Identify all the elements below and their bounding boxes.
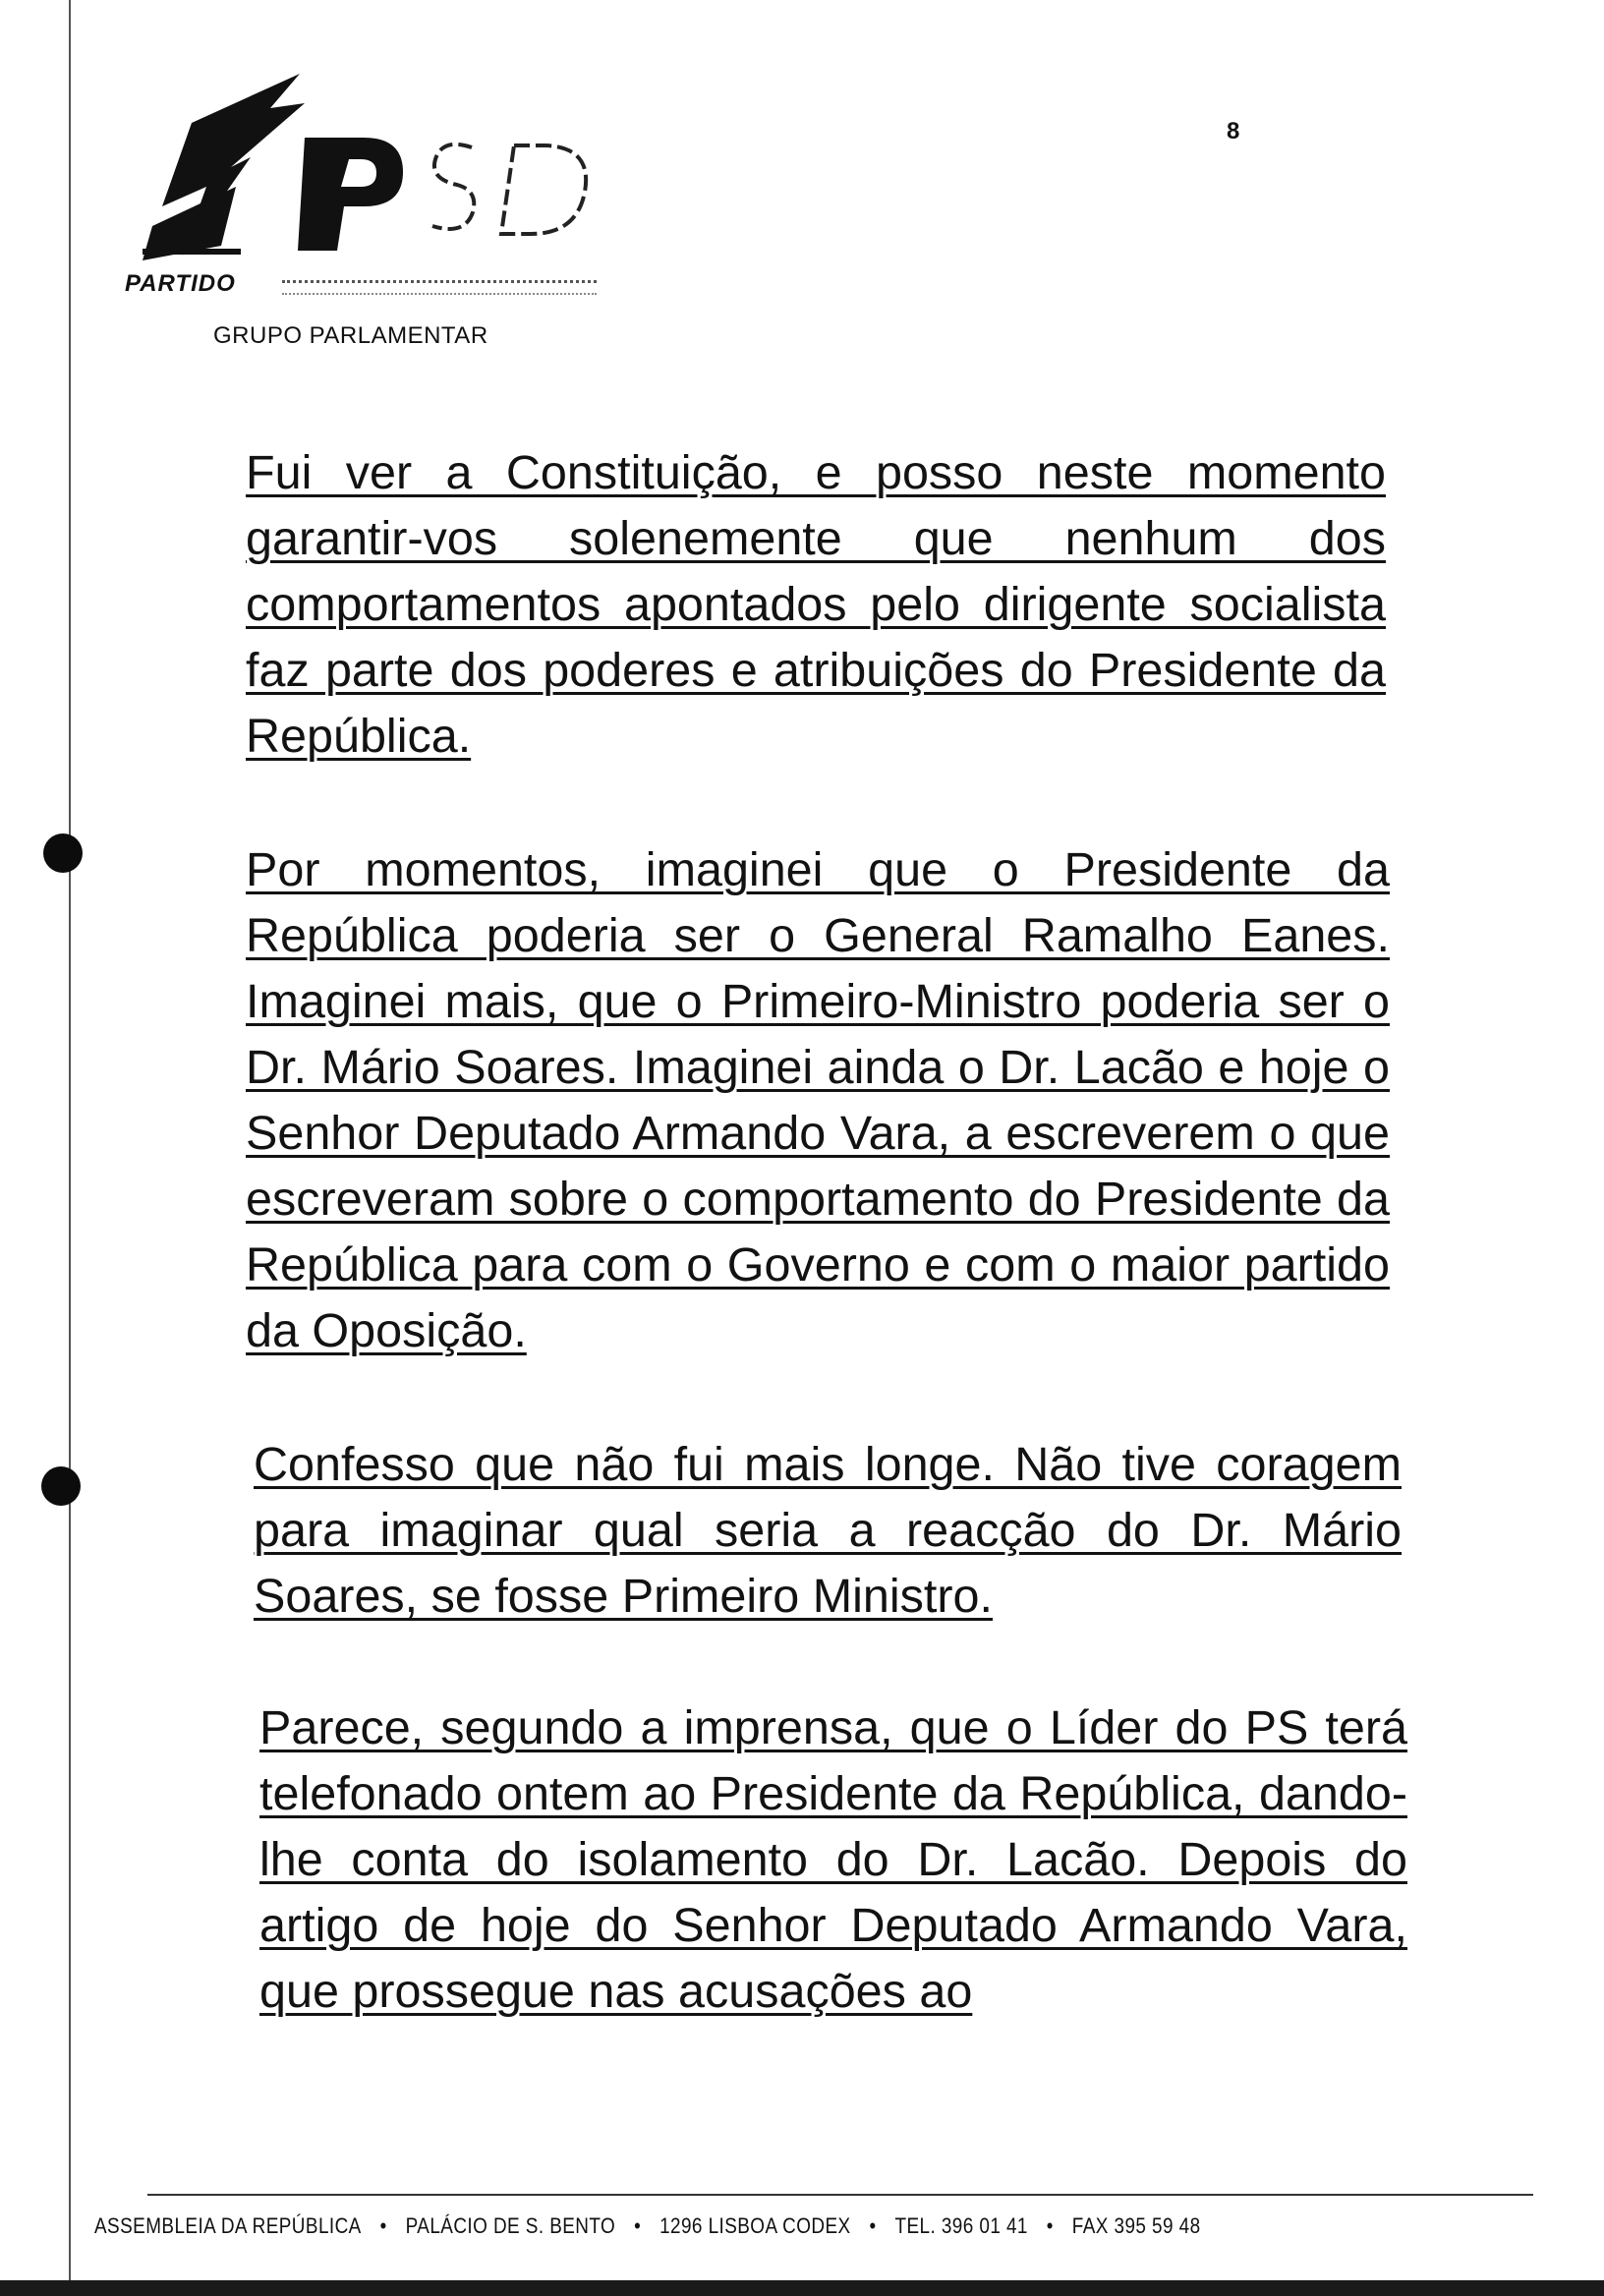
scan-margin-line [69, 0, 71, 2296]
paragraph-2: Por momentos, imaginei que o Presidente da República poderia ser o General Ramalho Eanes. Imaginei mais, que o Primeiro-Ministro poderia ser o Dr. Mário Soares. Imaginei ainda o Dr. Lacão e hoje o Senhor Deputado Armando Vara, a escreverem o que escreveram sobre o comportamento do Presidente da República para com o Governo e com o maior partido da Oposição. [246, 843, 1390, 1357]
footer-item-phone: TEL. 396 01 41 [894, 2213, 1028, 2238]
group-label: GRUPO PARLAMENTAR [213, 322, 488, 349]
punch-hole-mark [43, 833, 83, 873]
scan-bottom-edge [0, 2280, 1604, 2296]
footer-item-palace: PALÁCIO DE S. BENTO [405, 2213, 616, 2238]
page-number: 8 [1227, 118, 1240, 144]
psd-logo-graphic [123, 69, 634, 275]
footer-separator: • [1046, 2213, 1054, 2238]
footer-divider [147, 2194, 1533, 2196]
footer-item-fax: FAX 395 59 48 [1071, 2213, 1201, 2238]
footer-separator: • [379, 2213, 387, 2238]
footer-separator: • [634, 2213, 642, 2238]
paragraph-1: Fui ver a Constituição, e posso neste momento garantir-vos solenemente que nenhum dos comportamentos apontados pelo dirigente socialista faz parte dos poderes e atribuições do Presidente da República. [246, 446, 1386, 763]
psd-logo [123, 69, 634, 295]
footer-address [94, 2213, 1346, 2239]
paragraph-4: Parece, segundo a imprensa, que o Líder do PS terá telefonado ontem ao Presidente da República, dando-lhe conta do isolamento do Dr. Lacão. Depois do artigo de hoje do Senhor Deputado Armando Vara, que prossegue nas acusações ao [259, 1701, 1407, 2018]
footer-item-postcode: 1296 LISBOA CODEX [659, 2213, 851, 2238]
punch-hole-mark [41, 1466, 81, 1506]
footer-separator: • [869, 2213, 877, 2238]
logo-faded-text [282, 280, 597, 295]
logo-partido-label: PARTIDO [125, 270, 236, 297]
footer-item-assembly: ASSEMBLEIA DA REPÚBLICA [94, 2213, 362, 2238]
paragraph-3: Confesso que não fui mais longe. Não tive coragem para imaginar qual seria a reacção do Dr. Mário Soares, se fosse Primeiro Ministro. [254, 1438, 1402, 1623]
